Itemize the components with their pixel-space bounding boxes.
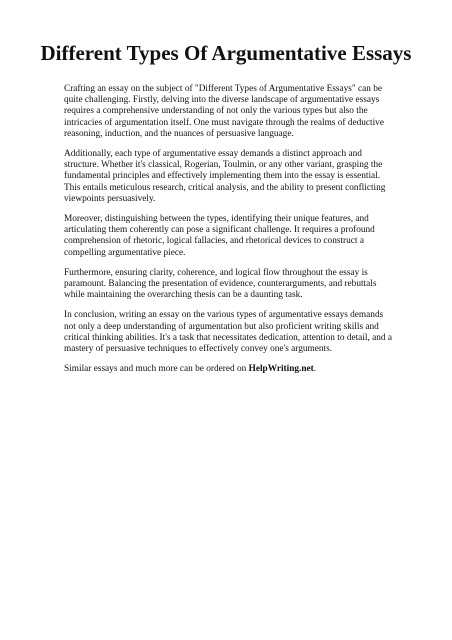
paragraph-distinguishing: Moreover, distinguishing between the types, identifying their unique features, and articulating them coherently can pose a significant challenge. It requires a profound comprehension of rhetoric, logical fallacies, and rhetorical devices to construct a compelling argumentative piece. [64,214,375,258]
paragraph-conclusion: In conclusion, writing an essay on the various types of argumentative essays demands not only a deep understanding of argumentation but also proficient writing skills and critical thinking abilities. It's a task that necessitates dedication, attention to detail, and a mastery of persuasive techniques to effectively convey one's arguments. [64,310,393,355]
document-body [64,84,397,384]
closing-prefix: Similar essays and much more can be ordered on [64,364,249,375]
paragraph-clarity: Furthermore, ensuring clarity, coherence, and logical flow throughout the essay is paramount. Balancing the presentation of evidence, counterarguments, and rebuttals while maintaining the overarching thesis can be a daunting task. [64,267,377,301]
closing-line [64,364,397,375]
closing-suffix: . [313,364,317,375]
helpwriting-link[interactable]: HelpWriting.net [248,364,314,375]
document-title: Different Types Of Argumentative Essays [40,41,412,65]
paragraph-intro: Crafting an essay on the subject of "Different Types of Argumentative Essays" can be quite challenging. Firstly, delving into the diverse landscape of argumentative essays requires a comprehensive understanding of not only the various types but also the intricacies of argumentation itself. One must navigate through the realms of deductive reasoning, induction, and the nuances of persuasive language. [64,84,384,139]
paragraph-approach: Additionally, each type of argumentative essay demands a distinct approach and structure. Whether it's classical, Rogerian, Toulmin, or any other variant, grasping the fundamental principles and effectively implementing them into the essay is essential. This entails meticulous research, critical analysis, and the ability to present conflicting viewpoints persuasively. [64,149,386,204]
